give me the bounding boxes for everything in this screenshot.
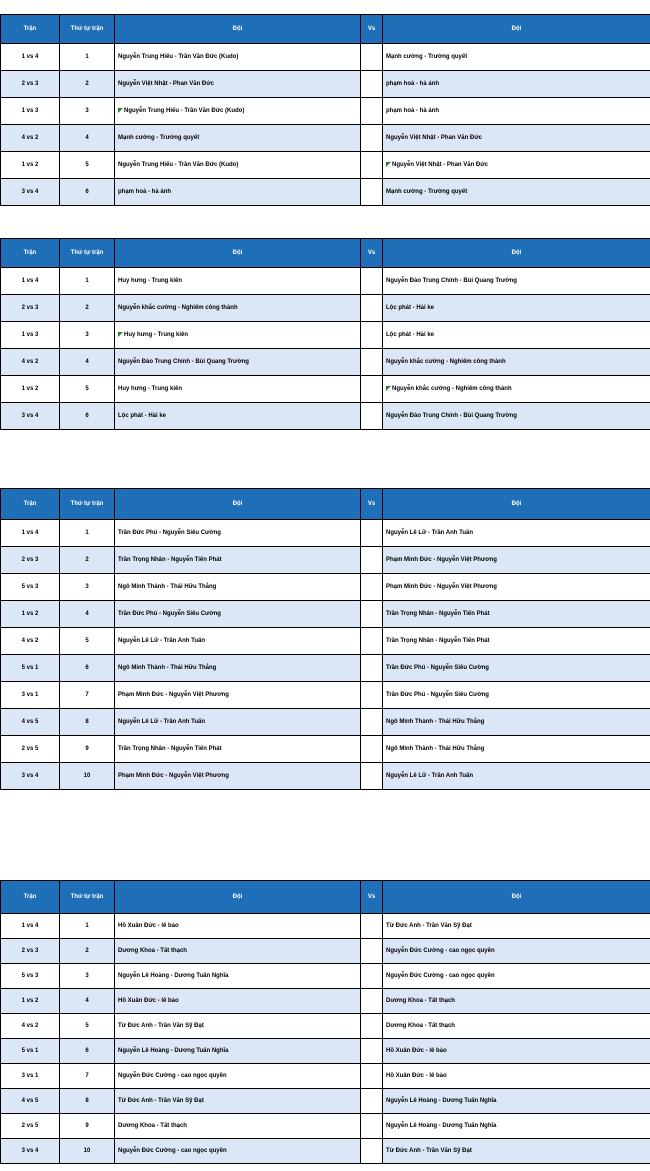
order-cell: 6 bbox=[60, 1039, 115, 1064]
vs-cell bbox=[361, 1089, 383, 1114]
table-row bbox=[1, 152, 650, 179]
team-1-cell bbox=[115, 736, 361, 763]
match-cell: 1 vs 4 bbox=[1, 914, 60, 939]
cell-marker-icon bbox=[118, 108, 123, 113]
order-cell: 9 bbox=[60, 1114, 115, 1139]
order-cell: 5 bbox=[60, 1014, 115, 1039]
header-order: Thứ tự trận bbox=[60, 881, 115, 914]
header-order: Thứ tự trận bbox=[60, 15, 115, 44]
team-1-cell bbox=[115, 655, 361, 682]
match-cell: 5 vs 1 bbox=[1, 1039, 60, 1064]
team-1-cell bbox=[115, 322, 361, 349]
order-cell: 1 bbox=[60, 520, 115, 547]
team-2-name: Nguyễn Đào Trung Chính - Bùi Quang Trường bbox=[386, 413, 517, 419]
match-cell: 4 vs 5 bbox=[1, 709, 60, 736]
team-2-cell bbox=[383, 1114, 650, 1139]
team-2-cell bbox=[383, 520, 650, 547]
match-cell: 2 vs 5 bbox=[1, 736, 60, 763]
order-cell: 8 bbox=[60, 1089, 115, 1114]
team-2-name: Hồ Xuân Đức - lê bảo bbox=[386, 1048, 447, 1054]
team-2-cell bbox=[383, 964, 650, 989]
team-2-name: Nguyễn Lê Lữ - Trần Anh Tuấn bbox=[386, 773, 474, 779]
table-row bbox=[1, 322, 650, 349]
team-1-name: Nguyễn Lê Hoàng - Dương Tuấn Nghĩa bbox=[118, 973, 229, 979]
vs-cell bbox=[361, 1064, 383, 1089]
team-2-cell bbox=[383, 574, 650, 601]
vs-cell bbox=[361, 1139, 383, 1164]
team-1-cell bbox=[115, 295, 361, 322]
order-cell: 6 bbox=[60, 655, 115, 682]
match-cell: 4 vs 2 bbox=[1, 628, 60, 655]
header-match: Trận bbox=[1, 881, 60, 914]
order-cell: 7 bbox=[60, 1064, 115, 1089]
header-vs: Vs bbox=[361, 239, 383, 268]
team-2-name: Trần Đức Phú - Nguyễn Siêu Cường bbox=[386, 692, 489, 698]
vs-cell bbox=[361, 601, 383, 628]
team-2-name: Dương Khoa - Tất thạch bbox=[386, 1023, 455, 1029]
team-2-cell bbox=[383, 179, 650, 206]
team-1-cell bbox=[115, 1064, 361, 1089]
team-2-name: phạm hoà - hà ánh bbox=[386, 81, 440, 87]
vs-cell bbox=[361, 1014, 383, 1039]
team-1-name: Nguyễn khắc cường - Nghiêm công thành bbox=[118, 305, 238, 311]
vs-cell bbox=[361, 547, 383, 574]
team-1-cell bbox=[115, 939, 361, 964]
table-row bbox=[1, 1014, 650, 1039]
vs-cell bbox=[361, 1039, 383, 1064]
team-1-name: Nguyễn Trung Hiếu - Trần Văn Đức (Kudo) bbox=[118, 162, 239, 168]
team-2-name: Nguyễn Lê Lữ - Trần Anh Tuấn bbox=[386, 530, 474, 536]
team-2-name: Dương Khoa - Tất thạch bbox=[386, 998, 455, 1004]
vs-cell bbox=[361, 179, 383, 206]
team-2-name: Nguyễn Lê Hoàng - Dương Tuấn Nghĩa bbox=[386, 1098, 497, 1104]
table-row bbox=[1, 682, 650, 709]
order-cell: 2 bbox=[60, 547, 115, 574]
team-2-cell bbox=[383, 601, 650, 628]
team-2-name: Ngô Minh Thành - Thái Hữu Thắng bbox=[386, 719, 485, 725]
team-1-name: Nguyễn Đức Cường - cao ngọc quyền bbox=[118, 1073, 227, 1079]
team-1-name: Ngô Minh Thành - Thái Hữu Thắng bbox=[118, 584, 217, 590]
team-1-name: Dương Khoa - Tất thạch bbox=[118, 1123, 187, 1129]
cell-marker-icon bbox=[386, 386, 391, 391]
vs-cell bbox=[361, 403, 383, 430]
header-team-1: Đội bbox=[115, 15, 361, 44]
order-cell: 1 bbox=[60, 914, 115, 939]
table-row bbox=[1, 989, 650, 1014]
order-cell: 3 bbox=[60, 964, 115, 989]
team-2-name: Nguyễn khắc cường - Nghiêm công thành bbox=[386, 359, 506, 365]
team-1-name: Hồ Xuân Đức - lê bảo bbox=[118, 998, 179, 1004]
team-1-cell bbox=[115, 574, 361, 601]
table-row bbox=[1, 914, 650, 939]
schedule-table-1 bbox=[0, 14, 650, 206]
vs-cell bbox=[361, 44, 383, 71]
table-row bbox=[1, 179, 650, 206]
team-2-name: Phạm Minh Đức - Nguyễn Việt Phương bbox=[386, 557, 497, 563]
table-row bbox=[1, 349, 650, 376]
team-2-name: Mạnh cường - Trường quyết bbox=[386, 54, 468, 60]
team-1-name: Trần Trọng Nhân - Nguyễn Tiến Phát bbox=[118, 746, 222, 752]
schedule-table-4 bbox=[0, 880, 650, 1164]
team-1-name: phạm hoà - hà ánh bbox=[118, 189, 172, 195]
team-2-cell bbox=[383, 1089, 650, 1114]
order-cell: 5 bbox=[60, 152, 115, 179]
match-cell: 3 vs 4 bbox=[1, 1139, 60, 1164]
team-2-cell bbox=[383, 709, 650, 736]
vs-cell bbox=[361, 574, 383, 601]
team-1-cell bbox=[115, 628, 361, 655]
team-1-cell bbox=[115, 520, 361, 547]
vs-cell bbox=[361, 628, 383, 655]
table-header-row bbox=[1, 881, 650, 914]
table-row bbox=[1, 601, 650, 628]
team-1-cell bbox=[115, 1089, 361, 1114]
match-cell: 1 vs 4 bbox=[1, 44, 60, 71]
team-2-cell bbox=[383, 989, 650, 1014]
table-row bbox=[1, 574, 650, 601]
match-cell: 3 vs 4 bbox=[1, 403, 60, 430]
order-cell: 7 bbox=[60, 682, 115, 709]
match-cell: 2 vs 3 bbox=[1, 71, 60, 98]
team-1-name: Huy hưng - Trung kiên bbox=[124, 332, 189, 338]
table-row bbox=[1, 655, 650, 682]
vs-cell bbox=[361, 349, 383, 376]
team-1-name: Trần Trọng Nhân - Nguyễn Tiến Phát bbox=[118, 557, 222, 563]
match-cell: 1 vs 2 bbox=[1, 152, 60, 179]
vs-cell bbox=[361, 268, 383, 295]
team-2-name: Nguyễn Đức Cường - cao ngọc quyền bbox=[386, 948, 495, 954]
order-cell: 3 bbox=[60, 98, 115, 125]
match-cell: 3 vs 1 bbox=[1, 682, 60, 709]
vs-cell bbox=[361, 295, 383, 322]
team-1-cell bbox=[115, 376, 361, 403]
team-1-name: Huy hưng - Trung kiên bbox=[118, 386, 183, 392]
table-row bbox=[1, 403, 650, 430]
table-row bbox=[1, 520, 650, 547]
table-row bbox=[1, 1114, 650, 1139]
order-cell: 2 bbox=[60, 295, 115, 322]
team-2-name: Nguyễn Việt Nhật - Phan Văn Đức bbox=[386, 135, 482, 141]
header-team-1: Đội bbox=[115, 489, 361, 520]
team-1-name: Nguyễn Trung Hiếu - Trần Văn Đức (Kudo) bbox=[124, 108, 245, 114]
order-cell: 5 bbox=[60, 628, 115, 655]
schedule-table-3 bbox=[0, 488, 650, 790]
order-cell: 5 bbox=[60, 376, 115, 403]
team-2-name: Phạm Minh Đức - Nguyễn Việt Phương bbox=[386, 584, 497, 590]
team-2-cell bbox=[383, 914, 650, 939]
team-1-cell bbox=[115, 964, 361, 989]
team-1-cell bbox=[115, 1039, 361, 1064]
match-cell: 1 vs 2 bbox=[1, 989, 60, 1014]
order-cell: 6 bbox=[60, 179, 115, 206]
vs-cell bbox=[361, 736, 383, 763]
team-2-name: Nguyễn khắc cường - Nghiêm công thành bbox=[392, 386, 512, 392]
team-1-cell bbox=[115, 601, 361, 628]
team-2-cell bbox=[383, 322, 650, 349]
team-2-name: Trần Trọng Nhân - Nguyễn Tiến Phát bbox=[386, 611, 490, 617]
match-cell: 4 vs 5 bbox=[1, 1089, 60, 1114]
vs-cell bbox=[361, 709, 383, 736]
match-cell: 1 vs 2 bbox=[1, 376, 60, 403]
team-2-cell bbox=[383, 98, 650, 125]
team-1-name: Dương Khoa - Tất thạch bbox=[118, 948, 187, 954]
team-1-name: Mạnh cường - Trường quyết bbox=[118, 135, 200, 141]
team-1-name: Lộc phát - Hải ke bbox=[118, 413, 167, 419]
vs-cell bbox=[361, 322, 383, 349]
team-1-name: Từ Đức Anh - Trần Văn Sỹ Đạt bbox=[118, 1098, 204, 1104]
match-cell: 5 vs 3 bbox=[1, 574, 60, 601]
match-cell: 1 vs 3 bbox=[1, 322, 60, 349]
team-1-cell bbox=[115, 179, 361, 206]
vs-cell bbox=[361, 376, 383, 403]
team-2-name: Từ Đức Anh - Trần Văn Sỹ Đạt bbox=[386, 923, 472, 929]
table-row bbox=[1, 628, 650, 655]
order-cell: 4 bbox=[60, 125, 115, 152]
header-team-1: Đội bbox=[115, 881, 361, 914]
table-row bbox=[1, 268, 650, 295]
table-row bbox=[1, 1039, 650, 1064]
header-team-2: Đội bbox=[383, 881, 650, 914]
vs-cell bbox=[361, 939, 383, 964]
match-cell: 1 vs 4 bbox=[1, 268, 60, 295]
vs-cell bbox=[361, 152, 383, 179]
team-2-name: Từ Đức Anh - Trần Văn Sỹ Đạt bbox=[386, 1148, 472, 1154]
header-vs: Vs bbox=[361, 881, 383, 914]
team-1-name: Nguyễn Trung Hiếu - Trần Văn Đức (Kudo) bbox=[118, 54, 239, 60]
header-order: Thứ tự trận bbox=[60, 239, 115, 268]
team-2-cell bbox=[383, 628, 650, 655]
order-cell: 8 bbox=[60, 709, 115, 736]
team-1-cell bbox=[115, 763, 361, 790]
team-2-cell bbox=[383, 1064, 650, 1089]
match-cell: 1 vs 3 bbox=[1, 98, 60, 125]
order-cell: 10 bbox=[60, 763, 115, 790]
header-team-2: Đội bbox=[383, 489, 650, 520]
table-row bbox=[1, 44, 650, 71]
match-cell: 5 vs 3 bbox=[1, 964, 60, 989]
match-cell: 3 vs 4 bbox=[1, 179, 60, 206]
match-cell: 3 vs 1 bbox=[1, 1064, 60, 1089]
team-1-name: Nguyễn Đức Cường - cao ngọc quyền bbox=[118, 1148, 227, 1154]
match-cell: 5 vs 1 bbox=[1, 655, 60, 682]
order-cell: 3 bbox=[60, 574, 115, 601]
header-vs: Vs bbox=[361, 489, 383, 520]
header-match: Trận bbox=[1, 15, 60, 44]
table-header-row bbox=[1, 239, 650, 268]
table-row bbox=[1, 1064, 650, 1089]
team-2-cell bbox=[383, 152, 650, 179]
header-team-1: Đội bbox=[115, 239, 361, 268]
order-cell: 3 bbox=[60, 322, 115, 349]
team-2-cell bbox=[383, 547, 650, 574]
header-match: Trận bbox=[1, 239, 60, 268]
team-2-cell bbox=[383, 71, 650, 98]
team-2-name: Nguyễn Lê Hoàng - Dương Tuấn Nghĩa bbox=[386, 1123, 497, 1129]
team-1-cell bbox=[115, 1139, 361, 1164]
match-cell: 4 vs 2 bbox=[1, 349, 60, 376]
team-1-cell bbox=[115, 152, 361, 179]
order-cell: 9 bbox=[60, 736, 115, 763]
vs-cell bbox=[361, 1114, 383, 1139]
header-match: Trận bbox=[1, 489, 60, 520]
team-2-name: Hồ Xuân Đức - lê bảo bbox=[386, 1073, 447, 1079]
team-2-cell bbox=[383, 682, 650, 709]
team-2-cell bbox=[383, 125, 650, 152]
team-2-name: Trần Trọng Nhân - Nguyễn Tiến Phát bbox=[386, 638, 490, 644]
team-2-cell bbox=[383, 1014, 650, 1039]
cell-marker-icon bbox=[386, 162, 391, 167]
vs-cell bbox=[361, 655, 383, 682]
table-row bbox=[1, 709, 650, 736]
team-1-cell bbox=[115, 349, 361, 376]
team-2-name: Nguyễn Đào Trung Chính - Bùi Quang Trường bbox=[386, 278, 517, 284]
team-1-name: Hồ Xuân Đức - lê bảo bbox=[118, 923, 179, 929]
team-2-cell bbox=[383, 295, 650, 322]
table-row bbox=[1, 939, 650, 964]
match-cell: 2 vs 3 bbox=[1, 547, 60, 574]
team-1-name: Nguyễn Lê Lữ - Trần Anh Tuấn bbox=[118, 638, 206, 644]
header-vs: Vs bbox=[361, 15, 383, 44]
team-2-name: Mạnh cường - Trường quyết bbox=[386, 189, 468, 195]
table-row bbox=[1, 98, 650, 125]
team-1-name: Nguyễn Lê Lữ - Trần Anh Tuấn bbox=[118, 719, 206, 725]
order-cell: 10 bbox=[60, 1139, 115, 1164]
vs-cell bbox=[361, 964, 383, 989]
team-2-name: Trần Đức Phú - Nguyễn Siêu Cường bbox=[386, 665, 489, 671]
team-1-cell bbox=[115, 71, 361, 98]
table-row bbox=[1, 71, 650, 98]
team-1-name: Huy hưng - Trung kiên bbox=[118, 278, 183, 284]
header-team-2: Đội bbox=[383, 15, 650, 44]
team-2-name: Nguyễn Đức Cường - cao ngọc quyền bbox=[386, 973, 495, 979]
team-1-cell bbox=[115, 98, 361, 125]
match-cell: 2 vs 3 bbox=[1, 939, 60, 964]
match-cell: 2 vs 3 bbox=[1, 295, 60, 322]
team-2-cell bbox=[383, 736, 650, 763]
team-1-name: Nguyễn Lê Hoàng - Dương Tuấn Nghĩa bbox=[118, 1048, 229, 1054]
team-2-cell bbox=[383, 763, 650, 790]
order-cell: 1 bbox=[60, 268, 115, 295]
team-2-name: Lộc phát - Hải ke bbox=[386, 305, 435, 311]
team-1-cell bbox=[115, 682, 361, 709]
table-header-row bbox=[1, 15, 650, 44]
match-cell: 1 vs 2 bbox=[1, 601, 60, 628]
vs-cell bbox=[361, 989, 383, 1014]
team-2-name: Lộc phát - Hải ke bbox=[386, 332, 435, 338]
match-cell: 1 vs 4 bbox=[1, 520, 60, 547]
team-1-cell bbox=[115, 1114, 361, 1139]
team-1-name: Ngô Minh Thành - Thái Hữu Thắng bbox=[118, 665, 217, 671]
team-2-name: Nguyễn Việt Nhật - Phan Văn Đức bbox=[392, 162, 488, 168]
cell-marker-icon bbox=[118, 332, 123, 337]
team-2-name: phạm hoà - hà ánh bbox=[386, 108, 440, 114]
team-1-cell bbox=[115, 125, 361, 152]
match-cell: 4 vs 2 bbox=[1, 1014, 60, 1039]
order-cell: 4 bbox=[60, 349, 115, 376]
order-cell: 4 bbox=[60, 601, 115, 628]
team-2-cell bbox=[383, 349, 650, 376]
team-2-cell bbox=[383, 44, 650, 71]
table-row bbox=[1, 964, 650, 989]
table-row bbox=[1, 1139, 650, 1164]
order-cell: 6 bbox=[60, 403, 115, 430]
team-2-cell bbox=[383, 939, 650, 964]
team-2-name: Ngô Minh Thành - Thái Hữu Thắng bbox=[386, 746, 485, 752]
vs-cell bbox=[361, 71, 383, 98]
table-row bbox=[1, 295, 650, 322]
table-row bbox=[1, 547, 650, 574]
team-1-name: Phạm Minh Đức - Nguyễn Việt Phương bbox=[118, 773, 229, 779]
header-team-2: Đội bbox=[383, 239, 650, 268]
order-cell: 1 bbox=[60, 44, 115, 71]
team-1-cell bbox=[115, 268, 361, 295]
table-row bbox=[1, 376, 650, 403]
table-row bbox=[1, 125, 650, 152]
header-order: Thứ tự trận bbox=[60, 489, 115, 520]
order-cell: 2 bbox=[60, 71, 115, 98]
team-2-cell bbox=[383, 655, 650, 682]
team-2-cell bbox=[383, 376, 650, 403]
order-cell: 4 bbox=[60, 989, 115, 1014]
team-2-cell bbox=[383, 403, 650, 430]
team-1-cell bbox=[115, 44, 361, 71]
team-1-name: Nguyễn Việt Nhật - Phan Văn Đức bbox=[118, 81, 214, 87]
table-row bbox=[1, 763, 650, 790]
team-1-cell bbox=[115, 989, 361, 1014]
team-1-name: Nguyễn Đào Trung Chính - Bùi Quang Trường bbox=[118, 359, 249, 365]
team-2-cell bbox=[383, 1039, 650, 1064]
vs-cell bbox=[361, 98, 383, 125]
match-cell: 2 vs 5 bbox=[1, 1114, 60, 1139]
vs-cell bbox=[361, 763, 383, 790]
table-row bbox=[1, 1089, 650, 1114]
team-1-cell bbox=[115, 547, 361, 574]
team-1-name: Phạm Minh Đức - Nguyễn Việt Phương bbox=[118, 692, 229, 698]
order-cell: 2 bbox=[60, 939, 115, 964]
match-cell: 3 vs 4 bbox=[1, 763, 60, 790]
table-header-row bbox=[1, 489, 650, 520]
table-row bbox=[1, 736, 650, 763]
vs-cell bbox=[361, 682, 383, 709]
team-2-cell bbox=[383, 1139, 650, 1164]
vs-cell bbox=[361, 125, 383, 152]
team-1-cell bbox=[115, 709, 361, 736]
match-cell: 4 vs 2 bbox=[1, 125, 60, 152]
team-1-name: Từ Đức Anh - Trần Văn Sỹ Đạt bbox=[118, 1023, 204, 1029]
team-1-cell bbox=[115, 914, 361, 939]
vs-cell bbox=[361, 520, 383, 547]
team-2-cell bbox=[383, 268, 650, 295]
team-1-name: Trần Đức Phú - Nguyễn Siêu Cường bbox=[118, 530, 221, 536]
schedule-table-2 bbox=[0, 238, 650, 430]
team-1-name: Trần Đức Phú - Nguyễn Siêu Cường bbox=[118, 611, 221, 617]
team-1-cell bbox=[115, 403, 361, 430]
team-1-cell bbox=[115, 1014, 361, 1039]
vs-cell bbox=[361, 914, 383, 939]
